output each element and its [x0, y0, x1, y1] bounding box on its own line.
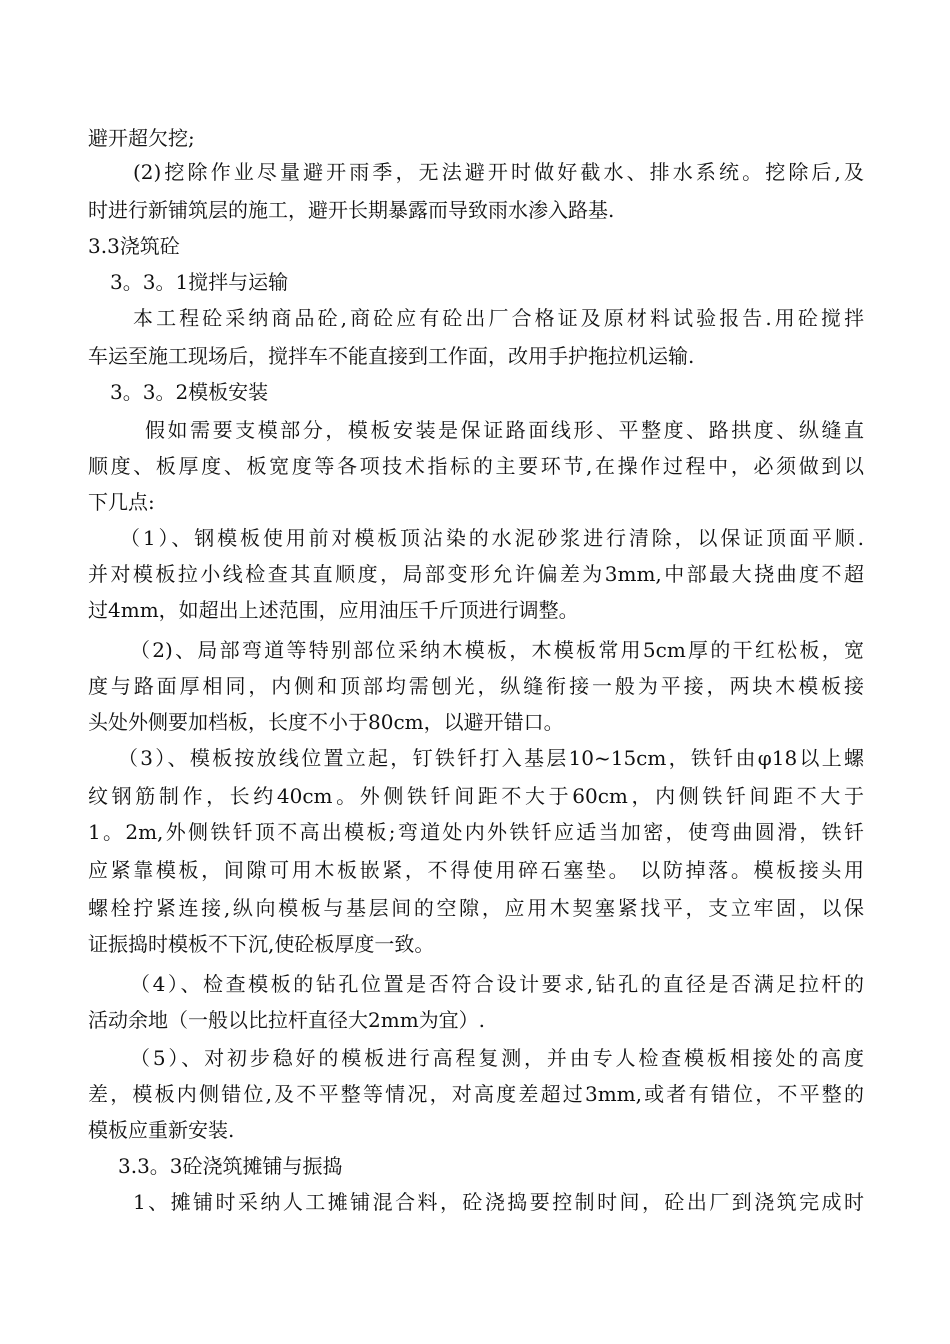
- text-line: 模板应重新安装.: [88, 1118, 235, 1142]
- text-line: （3）、模板按放线位置立起，钉铁钎打入基层10~15cm，铁钎由φ18以上螺: [118, 746, 864, 770]
- text-line: 证振捣时模板不下沉,使砼板厚度一致。: [88, 932, 435, 956]
- text-line: 并对模板拉小线检查其直顺度，局部变形允许偏差为3mm,中部最大挠曲度不超: [88, 562, 864, 586]
- text-line: 螺栓拧紧连接,纵向模板与基层间的空隙，应用木契塞紧找平，支立牢固，以保: [88, 896, 864, 920]
- text-line: 假如需要支模部分，模板安装是保证路面线形、平整度、路拱度、纵缝直: [145, 418, 864, 442]
- text-line: 应紧靠模板，间隙可用木板嵌紧，不得使用碎石塞垫。 以防掉落。模板接头用: [88, 858, 864, 882]
- text-line: 顺度、板厚度、板宽度等各项技术指标的主要环节,在操作过程中，必须做到以: [88, 454, 864, 478]
- text-line: 头处外侧要加档板，长度不小于80cm，以避开错口。: [88, 710, 564, 734]
- text-line: 活动余地（一般以比拉杆直径大2mm为宜）.: [88, 1008, 486, 1032]
- text-line: 纹钢筋制作，长约40cm。外侧铁钎间距不大于60cm，内侧铁钎间距不大于: [88, 784, 864, 808]
- subsection-heading: 3。3。1搅拌与运输: [110, 270, 289, 294]
- text-line: 差，模板内侧错位,及不平整等情况，对高度差超过3mm,或者有错位，不平整的: [88, 1082, 864, 1106]
- text-line: 1、摊铺时采纳人工摊铺混合料，砼浇捣要控制时间，砼出厂到浇筑完成时: [133, 1190, 864, 1214]
- text-line: 本工程砼采纳商品砼,商砼应有砼出厂合格证及原材料试验报告.用砼搅拌: [133, 306, 864, 330]
- text-line: 时进行新铺筑层的施工，避开长期暴露而导致雨水渗入路基.: [88, 198, 615, 222]
- text-line: （5）、对初步稳好的模板进行高程复测，并由专人检查模板相接处的高度: [130, 1046, 864, 1070]
- text-line: 度与路面厚相同，内侧和顶部均需刨光，纵缝衔接一般为平接，两块木模板接: [88, 674, 864, 698]
- text-line: 避开超欠挖;: [88, 126, 195, 150]
- subsection-heading: 3.3。3砼浇筑摊铺与振捣: [118, 1154, 343, 1178]
- subsection-heading: 3。3。2模板安装: [110, 380, 269, 404]
- text-line: （2)、局部弯道等特别部位采纳木模板，木模板常用5cm厚的干红松板，宽: [130, 638, 864, 662]
- text-line: 下几点:: [88, 490, 155, 514]
- text-line: 车运至施工现场后，搅拌车不能直接到工作面，改用手护拖拉机运输.: [88, 344, 695, 368]
- text-line: (2)挖除作业尽量避开雨季，无法避开时做好截水、排水系统。挖除后,及: [133, 160, 864, 184]
- text-line: （1）、钢模板使用前对模板顶沾染的水泥砂浆进行清除，以保证顶面平顺.: [120, 526, 864, 550]
- section-heading: 3.3浇筑砼: [88, 234, 180, 258]
- text-line: 1。2m,外侧铁钎顶不高出模板;弯道处内外铁钎应适当加密，使弯曲圆滑，铁钎: [88, 820, 864, 844]
- text-line: 过4mm，如超出上述范围，应用油压千斤顶进行调整。: [88, 598, 579, 622]
- text-line: （4）、检查模板的钻孔位置是否符合设计要求,钻孔的直径是否满足拉杆的: [130, 972, 864, 996]
